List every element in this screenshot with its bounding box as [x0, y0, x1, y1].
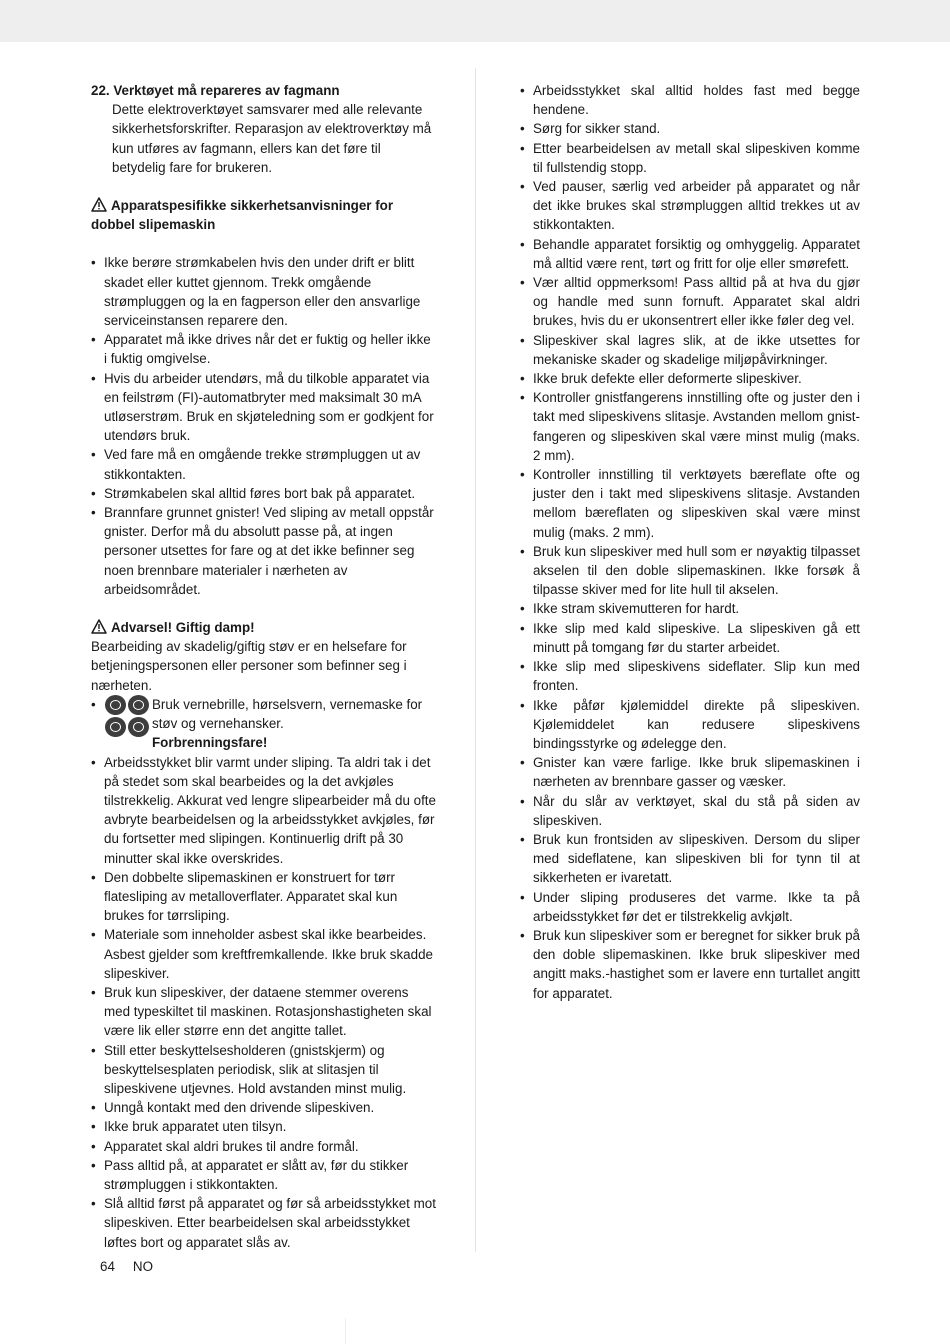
list-item: • Hvis du arbeider utendørs, må du tilkoble apparatet via en feilstrøm (FI)-automatbryter med maksimalt 30 mA utløserstrøm. Bruk en skjøteledning som er godkjent for utendørs bruk.: [91, 369, 437, 446]
list-item: • Bruk kun slipeskiver, der dataene stemmer overens med typeskiltet til maskinen. Rotasjonshastigheten skal være lik eller større enn det angitte tallet.: [91, 983, 437, 1041]
page-number: 64: [100, 1259, 115, 1274]
list-item: • Bruk kun slipeskiver med hull som er nøyaktig tilpasset akselen til den doble slipemaskinen. Ikke forsøk å tilpasse skiver med for lite hull til akselen.: [520, 542, 860, 600]
toxic-vapour-warning-title: Advarsel! Giftig damp!: [111, 620, 255, 636]
column-divider: [475, 68, 476, 1252]
list-item: • Strømkabelen skal alltid føres bort bak på apparatet.: [91, 484, 437, 503]
list-item: • Apparatet skal aldri brukes til andre formål.: [91, 1137, 437, 1156]
list-item: • Apparatet må ikke drives når det er fuktig og heller ikke i fuktig omgivelse.: [91, 330, 437, 368]
list-item: • Unngå kontakt med den drivende slipeskiven.: [91, 1098, 437, 1117]
list-item: • Ikke bruk apparatet uten tilsyn.: [91, 1117, 437, 1136]
section-22-body: Dette elektroverktøyet samsvarer med alle relevante sikkerhetsforskrifter. Reparasjon av elektroverktøy må kun utføres av fagmann, ellers kan det føre til betydelig fare for brukeren.: [112, 102, 432, 175]
top-bar: [0, 0, 950, 42]
list-item: • Ikke berøre strømkabelen hvis den under drift er blitt skadet eller kuttet gjennom. Trekk omgående strømpluggen og la en fagperson eller den ansvarlige serviceinstansen reparere den.: [91, 253, 437, 330]
list-item: • Arbeidsstykket skal alltid holdes fast med begge hendene.: [520, 81, 860, 119]
list-item: • Gnister kan være farlige. Ikke bruk slipemaskinen i nærheten av brennbare gasser og væsker.: [520, 753, 860, 791]
right-column: [520, 81, 860, 1003]
list-item: • Bruk kun slipeskiver som er beregnet for sikker bruk på den doble slipemaskinen. Ikke bruk slipeskiver med angitt maks.-hastighet som er lavere enn turtallet angitt for apparatet.: [520, 926, 860, 1003]
list-item: • Den dobbelte slipemaskinen er konstruert for tørr flatesliping av metalloverflater. Apparatet skal kun brukes for tørrsliping.: [91, 868, 437, 926]
section-22-title: 22. Verktøyet må repareres av fagmann: [91, 83, 340, 98]
list-item: • Ikke påfør kjølemiddel direkte på slipeskiven. Kjølemiddelet kan redusere slipeskivens bindingsstyrke og ødelegge den.: [520, 696, 860, 754]
specific-safety-heading: [91, 196, 437, 234]
list-item: • Ikke bruk defekte eller deformerte slipeskiver.: [520, 369, 860, 388]
list-item: • Kontroller gnistfangerens innstilling ofte og juster den i takt med slipeskivens slitasje. Avstanden mellom gnist-fangeren og slipeskiven skal være minst mulig (maks. 2 mm).: [520, 388, 860, 465]
warning-triangle-icon: [91, 619, 107, 634]
warning-triangle-icon: [91, 197, 107, 212]
list-item: • Etter bearbeidelsen av metall skal slipeskiven komme til fullstendig stopp.: [520, 139, 860, 177]
gloves-icon: [128, 717, 149, 737]
toxic-vapour-warning-heading: [91, 618, 437, 637]
list-item: • Materiale som inneholder asbest skal ikke bearbeides. Asbest gjelder som kreftfremkallende. Ikke bruk skadde slipeskiver.: [91, 925, 437, 983]
list-item: • Vær alltid oppmerksom! Pass alltid på at hva du gjør og handle med sunn fornuft. Apparatet skal aldri brukes, hvis du er ukonsentrert eller ikke føler deg vel.: [520, 273, 860, 331]
list-item: • Bruk kun frontsiden av slipeskiven. Dersom du sliper med sideflatene, kan slipeskiven bli for tynn til at sikkerheten er ivaretatt.: [520, 830, 860, 888]
list-item: • Ikke stram skivemutteren for hardt.: [520, 599, 860, 618]
list-item: • Arbeidsstykket blir varmt under sliping. Ta aldri tak i det på stedet som skal bearbeides og la det avkjøles tilstrekkelig. Akkurat ved lengre slipearbeider må du ofte avbryte bearbeidelsen og la arbeidsstykket avkjøles, før du fortsetter med slipingen. Kontinuerlig drift på 30 minutter skal ikke overskrides.: [91, 753, 437, 868]
ppe-instruction: • Bruk vernebrille, hørselsvern, vernemaske for støv og vernehansker.: [152, 696, 423, 732]
list-item: • Sørg for sikker stand.: [520, 119, 860, 138]
list-item: • Slå alltid først på apparatet og før så arbeidsstykket mot slipeskiven. Etter bearbeidelsen skal arbeidsstykket løftes bort og apparatet slås av.: [91, 1194, 437, 1252]
toxic-vapour-warning-body: Bearbeiding av skadelig/giftig støv er en helsefare for betjeningspersonen eller personer som befinner seg i nærheten.: [91, 639, 407, 693]
list-item: • Still etter beskyttelsesholderen (gnistskjerm) og beskyttelsesplaten periodisk, slik at slitasjen til slipeskivene utjevnes. Hold avstanden minst mulig.: [91, 1041, 437, 1099]
list-item: • Ikke slip med slipeskivens sideflater. Slip kun med fronten.: [520, 657, 860, 695]
list-item: • Slipeskiver skal lagres slik, at de ikke utsettes for mekaniske skader og skadelige miljøpåvirkninger.: [520, 331, 860, 369]
burn-hazard-label: Forbrenningsfare!: [152, 735, 268, 751]
list-item: • Ikke slip med kald slipeskive. La slipeskiven gå ett minutt på tomgang før du starter arbeidet.: [520, 619, 860, 657]
specific-safety-list: [91, 253, 437, 599]
warning-list: [91, 695, 437, 1252]
list-item: • Under sliping produseres det varme. Ikke ta på arbeidsstykket før det er tilstrekkelig avkjølt.: [520, 888, 860, 926]
left-column: [91, 81, 437, 1252]
dust-mask-icon: [105, 717, 126, 737]
specific-safety-title: Apparatspesifikke sikkerhetsanvisninger for dobbel slipemaskin: [91, 198, 394, 233]
bottom-trim-mark: [345, 1318, 346, 1344]
list-item: • Brannfare grunnet gnister! Ved sliping av metall oppstår gnister. Derfor må du absolutt passe på, at ingen personer utsettes for fare og at det ikke befinner seg noen brennbare materialer i nærheten av arbeidsområdet.: [91, 503, 437, 599]
list-item: • Behandle apparatet forsiktig og omhyggelig. Apparatet må alltid være rent, tørt og fritt for olje eller smørefett.: [520, 235, 860, 273]
page-footer: [100, 1257, 171, 1276]
hearing-protection-icon: [128, 695, 149, 715]
list-item: • Når du slår av verktøyet, skal du stå på siden av slipeskiven.: [520, 792, 860, 830]
list-item: • Ved fare må en omgående trekke strømpluggen ut av stikkontakten.: [91, 445, 437, 483]
list-item-ppe: [91, 695, 437, 753]
list-item: • Kontroller innstilling til verktøyets bæreflate ofte og juster den i takt med slipeskivens slitasje. Avstanden mellom bæreflaten og slipeskiven skal være minst mulig (maks. 2 mm).: [520, 465, 860, 542]
right-safety-list: [520, 81, 860, 1003]
list-item: • Pass alltid på, at apparatet er slått av, før du stikker strømpluggen i stikkontakten.: [91, 1156, 437, 1194]
list-item: • Ved pauser, særlig ved arbeider på apparatet og når det ikke brukes skal strømpluggen alltid trekkes ut av stikkontakten.: [520, 177, 860, 235]
protective-equipment-icons: [105, 695, 150, 737]
language-code: NO: [132, 1259, 153, 1274]
eye-protection-icon: [105, 695, 126, 715]
